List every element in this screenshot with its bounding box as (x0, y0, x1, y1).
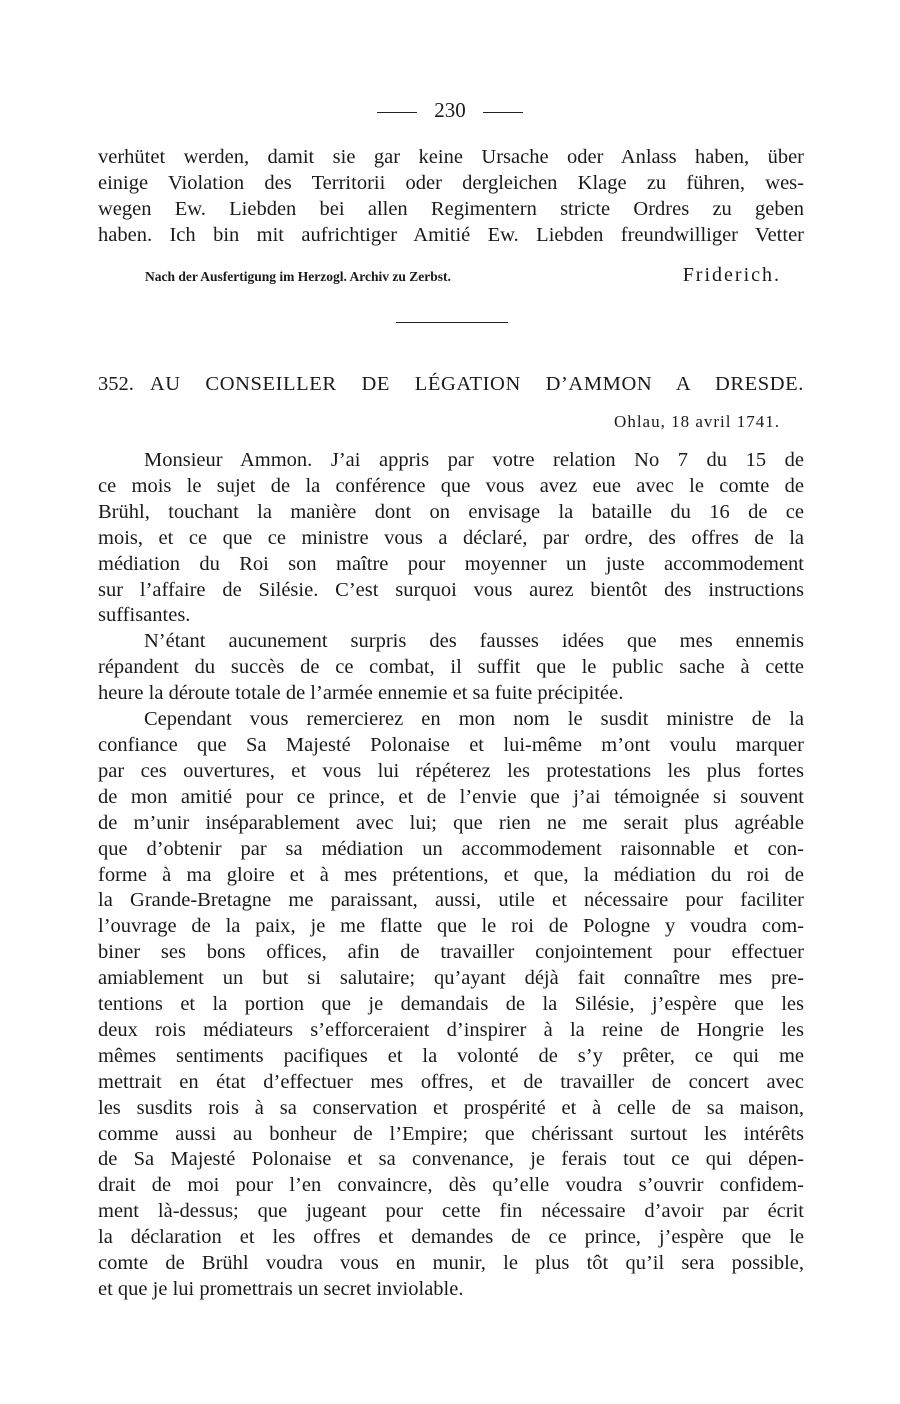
text-line: Cependant vous remercierez en mon nom le susdit ministre de la (144, 708, 804, 731)
source-note: Nach der Ausfertigung im Herzogl. Archiv zu Zerbst. (145, 269, 451, 284)
text-line: wegen Ew. Liebden bei allen Regimentern stricte Ordres zu geben (98, 197, 804, 220)
paragraph-2 (98, 629, 804, 707)
text-line: les susdits rois à sa conservation et prospérité et à celle de sa maison, (98, 1096, 804, 1119)
text-line: suffisantes. (98, 604, 191, 627)
text-line: N’étant aucunement surpris des fausses idées que mes ennemis (144, 630, 804, 653)
text-line: heure la déroute totale de l’armée ennemie et sa fuite précipitée. (98, 682, 624, 705)
paragraph-3 (98, 707, 804, 1303)
text-line: la Grande-Bretagne me paraissant, aussi, utile et nécessaire pour faciliter (98, 889, 804, 912)
text-line: drait de moi pour l’en convaincre, dès qu’elle voudra s’ouvrir confidem- (98, 1174, 804, 1197)
text-line: comme aussi au bonheur de l’Empire; que chérissant surtout les intérêts (98, 1122, 804, 1145)
text-line: Brühl, touchant la manière dont on envisage la bataille du 16 de ce (98, 500, 804, 523)
text-line: ment là-dessus; que jugeant pour cette fin nécessaire d’avoir par écrit (98, 1200, 804, 1223)
paragraph-1 (98, 448, 804, 629)
text-line: mettrait en état d’effectuer mes offres, et de travailler de concert avec (98, 1070, 804, 1093)
text-line: amiablement un but si salutaire; qu’ayant déjà fait connaître mes pre- (98, 967, 804, 990)
header-dash-right (483, 112, 523, 113)
document-number: 352. (98, 373, 134, 395)
document-title: AU CONSEILLER DE LÉGATION D’AMMON A DRESDE. (149, 373, 804, 395)
text-line: de Sa Majesté Polonaise et sa convenance, je ferais tout ce qui dépen- (98, 1148, 804, 1171)
text-line: de m’unir inséparablement avec lui; que rien ne me serait plus agréable (98, 811, 804, 834)
text-line: que d’obtenir par sa médiation un accommodement raisonnable et con- (98, 837, 804, 860)
letter-body (98, 448, 804, 1303)
text-line: de mon amitié pour ce prince, et de l’envie que j’ai témoignée si souvent (98, 785, 804, 808)
continuation-text (98, 145, 804, 249)
text-line: répandent du succès de ce combat, il suffit que le public sache à cette (98, 656, 804, 679)
text-line: verhütet werden, damit sie gar keine Ursache oder Anlass haben, über (98, 146, 804, 168)
document-heading (98, 371, 804, 397)
text-line: einige Violation des Territorii oder dergleichen Klage zu führen, wes- (98, 171, 804, 194)
text-line: sur l’affaire de Silésie. C’est surquoi vous aurez bientôt des instructions (98, 578, 804, 601)
text-line: comte de Brühl voudra vous en munir, le plus tôt qu’il sera possible, (98, 1252, 804, 1275)
text-line: l’ouvrage de la paix, je me flatte que le roi de Pologne y voudra com- (98, 915, 804, 938)
text-line: confiance que Sa Majesté Polonaise et lui-même m’ont voulu marquer (98, 733, 804, 756)
text-line: et que je lui promettrais un secret inviolable. (98, 1278, 464, 1300)
text-line: par ces ouvertures, et vous lui répéterez les protestations les plus fortes (98, 759, 804, 782)
text-line: la déclaration et les offres et demandes de ce prince, j’espère que le (98, 1226, 804, 1249)
dateline: Ohlau, 18 avril 1741. (614, 412, 780, 431)
text-line: médiation du Roi son maître pour moyenner un juste accommodement (98, 552, 804, 575)
text-line: tentions et la portion que je demandais de la Silésie, j’espère que les (98, 993, 804, 1016)
text-line: mois, et ce que ce ministre vous a déclaré, par ordre, des offres de la (98, 526, 804, 549)
signature: Friderich. (682, 264, 781, 286)
signature-row (145, 264, 781, 287)
header-dash-left (377, 112, 417, 113)
section-separator (396, 322, 508, 323)
text-line: mêmes sentiments pacifiques et la volonté de s’y prêter, ce qui me (98, 1044, 804, 1067)
text-line: ce mois le sujet de la conférence que vous avez eue avec le comte de (98, 474, 804, 497)
text-line: Monsieur Ammon. J’ai appris par votre relation No 7 du 15 de (144, 449, 804, 471)
text-line: deux rois médiateurs s’efforceraient d’inspirer à la reine de Hongrie les (98, 1018, 804, 1041)
text-line: biner ses bons offices, afin de travailler conjointement pour effectuer (98, 941, 804, 964)
text-line: haben. Ich bin mit aufrichtiger Amitié Ew. Liebden freundwilliger Vetter (98, 223, 804, 246)
page-header (0, 96, 900, 124)
text-line: forme à ma gloire et à mes prétentions, et que, la médiation du roi de (98, 863, 804, 886)
page-number: 230 (434, 98, 466, 122)
